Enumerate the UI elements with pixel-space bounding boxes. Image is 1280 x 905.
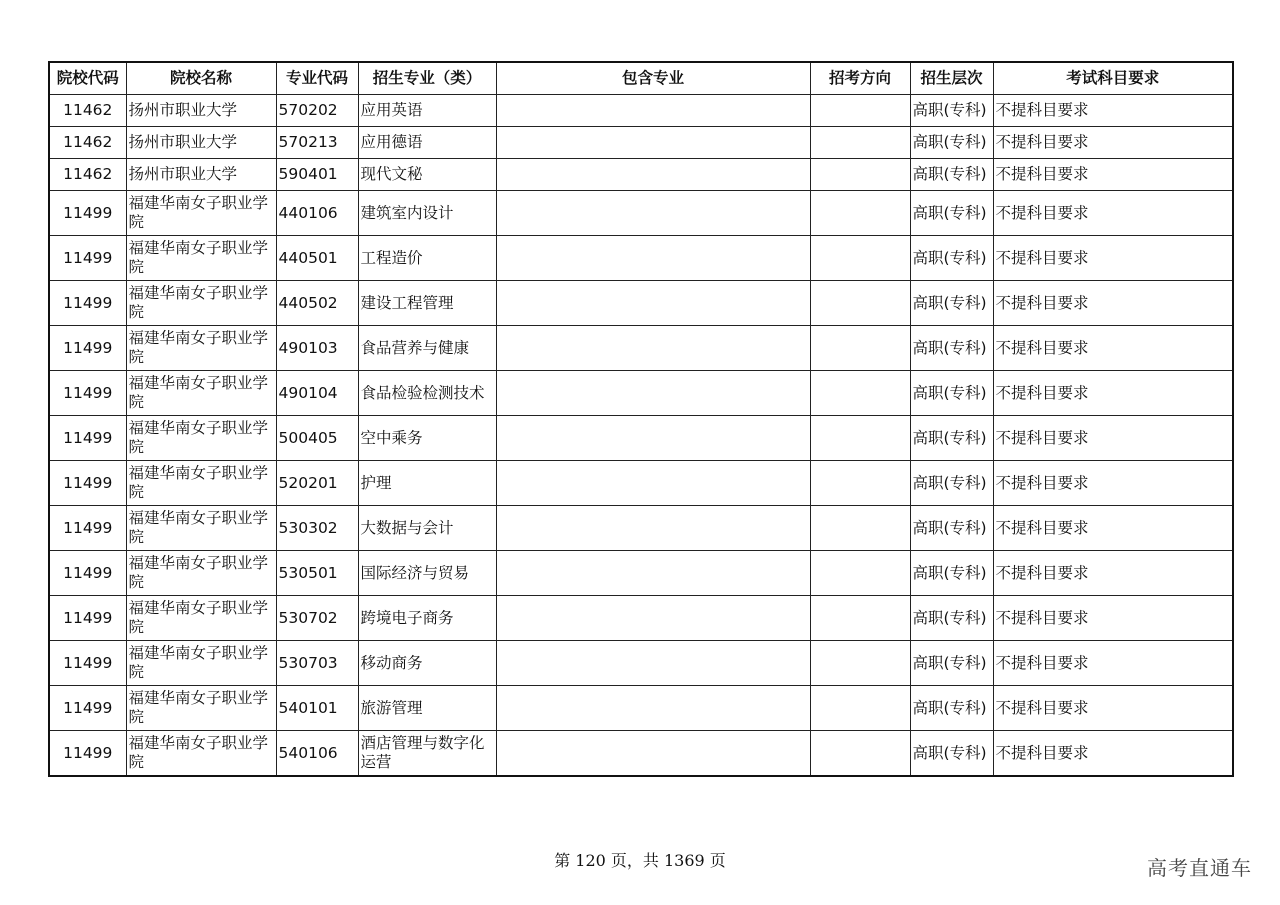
- cell-school-name: 福建华南女子职业学院: [126, 371, 276, 416]
- table-row: [49, 281, 1233, 326]
- table-header-row: [49, 62, 1233, 95]
- cell-major: 建筑室内设计: [358, 191, 496, 236]
- header-includes: 包含专业: [496, 62, 810, 95]
- page-number: 第 120 页，共 1369 页: [554, 851, 726, 870]
- cell-school-name: 福建华南女子职业学院: [126, 731, 276, 777]
- cell-direction: [810, 551, 910, 596]
- cell-level: 高职(专科): [910, 127, 993, 159]
- cell-requirement: 不提科目要求: [993, 596, 1233, 641]
- cell-major-code: 570213: [276, 127, 358, 159]
- table-row: [49, 551, 1233, 596]
- cell-requirement: 不提科目要求: [993, 641, 1233, 686]
- cell-direction: [810, 127, 910, 159]
- header-school-code: 院校代码: [49, 62, 126, 95]
- table-row: [49, 596, 1233, 641]
- table-row: [49, 127, 1233, 159]
- cell-includes: [496, 326, 810, 371]
- watermark: 高考直通车: [1147, 856, 1252, 880]
- cell-school-name: 福建华南女子职业学院: [126, 596, 276, 641]
- header-major: 招生专业（类）: [358, 62, 496, 95]
- cell-school-name: 福建华南女子职业学院: [126, 416, 276, 461]
- cell-school-name: 福建华南女子职业学院: [126, 551, 276, 596]
- cell-school-code: 11499: [49, 191, 126, 236]
- cell-major: 移动商务: [358, 641, 496, 686]
- cell-school-code: 11499: [49, 551, 126, 596]
- cell-direction: [810, 236, 910, 281]
- cell-includes: [496, 731, 810, 777]
- cell-requirement: 不提科目要求: [993, 95, 1233, 127]
- table-row: [49, 641, 1233, 686]
- cell-includes: [496, 596, 810, 641]
- cell-direction: [810, 641, 910, 686]
- cell-direction: [810, 191, 910, 236]
- cell-direction: [810, 95, 910, 127]
- cell-major-code: 490104: [276, 371, 358, 416]
- cell-school-code: 11499: [49, 236, 126, 281]
- table-row: [49, 731, 1233, 777]
- cell-direction: [810, 159, 910, 191]
- cell-includes: [496, 416, 810, 461]
- table-row: [49, 236, 1233, 281]
- cell-major-code: 590401: [276, 159, 358, 191]
- table-row: [49, 416, 1233, 461]
- table-row: [49, 506, 1233, 551]
- cell-school-code: 11499: [49, 281, 126, 326]
- cell-school-name: 扬州市职业大学: [126, 95, 276, 127]
- cell-major: 酒店管理与数字化运营: [358, 731, 496, 777]
- cell-requirement: 不提科目要求: [993, 159, 1233, 191]
- cell-major-code: 530302: [276, 506, 358, 551]
- cell-major-code: 500405: [276, 416, 358, 461]
- cell-school-name: 扬州市职业大学: [126, 159, 276, 191]
- cell-includes: [496, 461, 810, 506]
- cell-direction: [810, 596, 910, 641]
- cell-includes: [496, 191, 810, 236]
- cell-school-code: 11462: [49, 95, 126, 127]
- cell-school-name: 福建华南女子职业学院: [126, 236, 276, 281]
- table-row: [49, 461, 1233, 506]
- cell-direction: [810, 371, 910, 416]
- cell-level: 高职(专科): [910, 506, 993, 551]
- cell-major: 跨境电子商务: [358, 596, 496, 641]
- cell-direction: [810, 461, 910, 506]
- cell-includes: [496, 686, 810, 731]
- cell-includes: [496, 506, 810, 551]
- cell-requirement: 不提科目要求: [993, 127, 1233, 159]
- cell-major: 大数据与会计: [358, 506, 496, 551]
- cell-requirement: 不提科目要求: [993, 416, 1233, 461]
- cell-level: 高职(专科): [910, 371, 993, 416]
- cell-school-code: 11499: [49, 731, 126, 777]
- cell-requirement: 不提科目要求: [993, 461, 1233, 506]
- cell-requirement: 不提科目要求: [993, 686, 1233, 731]
- cell-level: 高职(专科): [910, 686, 993, 731]
- cell-includes: [496, 127, 810, 159]
- cell-includes: [496, 159, 810, 191]
- cell-requirement: 不提科目要求: [993, 191, 1233, 236]
- table-row: [49, 159, 1233, 191]
- cell-major-code: 440106: [276, 191, 358, 236]
- cell-school-name: 扬州市职业大学: [126, 127, 276, 159]
- header-school-name: 院校名称: [126, 62, 276, 95]
- cell-level: 高职(专科): [910, 326, 993, 371]
- cell-requirement: 不提科目要求: [993, 236, 1233, 281]
- cell-requirement: 不提科目要求: [993, 506, 1233, 551]
- cell-major-code: 440502: [276, 281, 358, 326]
- cell-school-code: 11499: [49, 596, 126, 641]
- cell-school-code: 11499: [49, 686, 126, 731]
- table-row: [49, 191, 1233, 236]
- table-row: [49, 326, 1233, 371]
- cell-major-code: 540106: [276, 731, 358, 777]
- cell-major-code: 540101: [276, 686, 358, 731]
- cell-school-name: 福建华南女子职业学院: [126, 191, 276, 236]
- cell-school-code: 11462: [49, 159, 126, 191]
- cell-direction: [810, 686, 910, 731]
- cell-level: 高职(专科): [910, 461, 993, 506]
- cell-major: 食品检验检测技术: [358, 371, 496, 416]
- cell-includes: [496, 236, 810, 281]
- cell-major: 应用德语: [358, 127, 496, 159]
- cell-major: 现代文秘: [358, 159, 496, 191]
- cell-major: 建设工程管理: [358, 281, 496, 326]
- cell-includes: [496, 551, 810, 596]
- cell-school-name: 福建华南女子职业学院: [126, 641, 276, 686]
- cell-level: 高职(专科): [910, 191, 993, 236]
- cell-level: 高职(专科): [910, 95, 993, 127]
- cell-school-code: 11499: [49, 506, 126, 551]
- cell-level: 高职(专科): [910, 236, 993, 281]
- table-body: [49, 95, 1233, 777]
- header-direction: 招考方向: [810, 62, 910, 95]
- cell-major: 护理: [358, 461, 496, 506]
- cell-level: 高职(专科): [910, 281, 993, 326]
- cell-requirement: 不提科目要求: [993, 326, 1233, 371]
- cell-direction: [810, 326, 910, 371]
- cell-major: 旅游管理: [358, 686, 496, 731]
- cell-requirement: 不提科目要求: [993, 551, 1233, 596]
- cell-school-code: 11462: [49, 127, 126, 159]
- cell-school-name: 福建华南女子职业学院: [126, 506, 276, 551]
- cell-includes: [496, 641, 810, 686]
- cell-level: 高职(专科): [910, 731, 993, 777]
- cell-direction: [810, 281, 910, 326]
- cell-includes: [496, 281, 810, 326]
- cell-direction: [810, 416, 910, 461]
- cell-requirement: 不提科目要求: [993, 371, 1233, 416]
- cell-major-code: 440501: [276, 236, 358, 281]
- cell-major-code: 530703: [276, 641, 358, 686]
- cell-major: 应用英语: [358, 95, 496, 127]
- header-requirement: 考试科目要求: [993, 62, 1233, 95]
- cell-school-name: 福建华南女子职业学院: [126, 686, 276, 731]
- cell-school-code: 11499: [49, 371, 126, 416]
- cell-major: 食品营养与健康: [358, 326, 496, 371]
- cell-level: 高职(专科): [910, 416, 993, 461]
- cell-level: 高职(专科): [910, 551, 993, 596]
- cell-requirement: 不提科目要求: [993, 281, 1233, 326]
- table-row: [49, 95, 1233, 127]
- cell-requirement: 不提科目要求: [993, 731, 1233, 777]
- cell-major-code: 570202: [276, 95, 358, 127]
- cell-school-name: 福建华南女子职业学院: [126, 326, 276, 371]
- cell-major: 空中乘务: [358, 416, 496, 461]
- cell-major-code: 490103: [276, 326, 358, 371]
- header-major-code: 专业代码: [276, 62, 358, 95]
- cell-level: 高职(专科): [910, 596, 993, 641]
- cell-school-code: 11499: [49, 461, 126, 506]
- cell-major-code: 530702: [276, 596, 358, 641]
- table-row: [49, 371, 1233, 416]
- cell-direction: [810, 506, 910, 551]
- table-row: [49, 686, 1233, 731]
- cell-includes: [496, 371, 810, 416]
- header-level: 招生层次: [910, 62, 993, 95]
- cell-school-code: 11499: [49, 641, 126, 686]
- admissions-table: [48, 61, 1234, 777]
- cell-includes: [496, 95, 810, 127]
- cell-school-name: 福建华南女子职业学院: [126, 461, 276, 506]
- cell-level: 高职(专科): [910, 159, 993, 191]
- cell-school-name: 福建华南女子职业学院: [126, 281, 276, 326]
- cell-major: 国际经济与贸易: [358, 551, 496, 596]
- cell-major-code: 530501: [276, 551, 358, 596]
- cell-school-code: 11499: [49, 416, 126, 461]
- cell-major-code: 520201: [276, 461, 358, 506]
- cell-school-code: 11499: [49, 326, 126, 371]
- cell-direction: [810, 731, 910, 777]
- cell-major: 工程造价: [358, 236, 496, 281]
- cell-level: 高职(专科): [910, 641, 993, 686]
